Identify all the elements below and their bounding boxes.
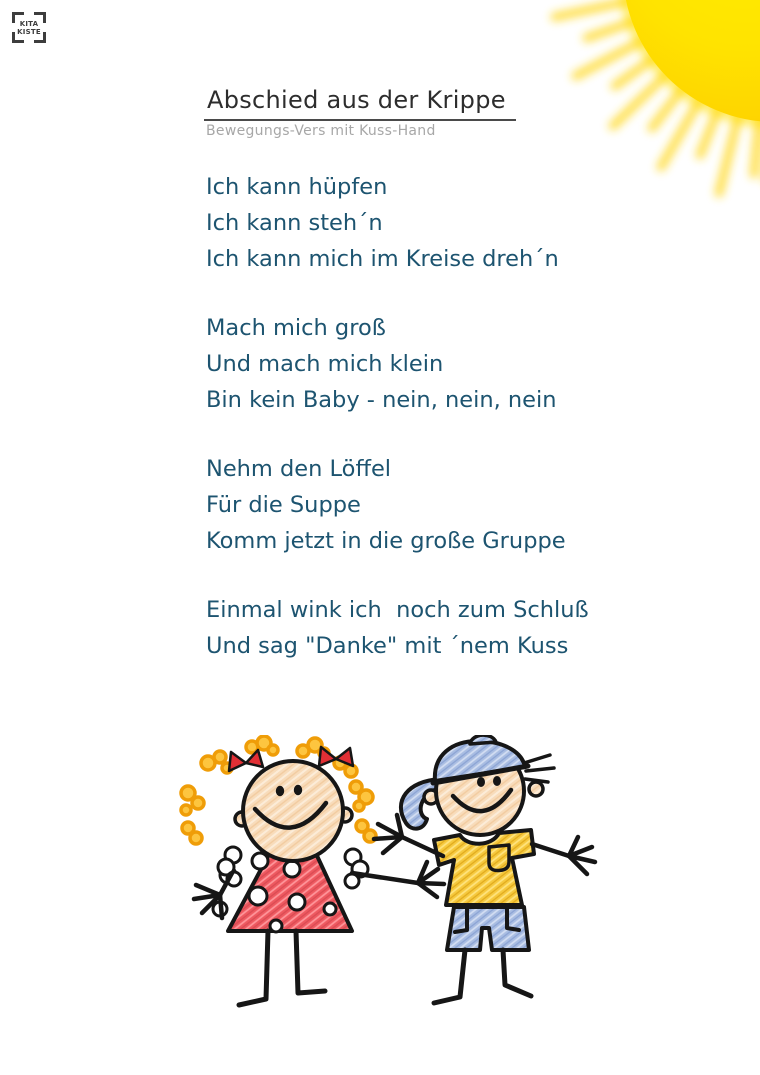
boy-shirt-pocket — [489, 845, 509, 871]
logo-text — [12, 12, 46, 43]
boy-cap-button — [470, 735, 496, 744]
logo-line2: KISTE — [17, 27, 41, 36]
stanza-2 — [206, 310, 589, 418]
poem-text — [206, 169, 589, 697]
poem-line: Und mach mich klein — [206, 351, 444, 377]
poem-line: Für die Suppe — [206, 492, 361, 518]
boy-ear — [529, 782, 543, 796]
boy-hair — [524, 755, 554, 782]
girl-legs — [239, 931, 325, 1005]
poem-line: Ich kann steh´n — [206, 210, 383, 236]
stanza-3 — [206, 451, 589, 559]
boy-figure — [374, 735, 595, 1003]
poem-line: Nehm den Löffel — [206, 456, 392, 482]
poem-line: Bin kein Baby - nein, nein, nein — [206, 387, 557, 413]
boy-legs — [434, 950, 531, 1003]
poem-line: Mach mich groß — [206, 315, 386, 341]
children-illustration — [140, 735, 600, 1065]
poem-line: Ich kann mich im Kreise dreh´n — [206, 246, 559, 272]
page-subtitle: Bewegungs-Vers mit Kuss-Hand — [206, 123, 436, 139]
page-title: Abschied aus der Krippe — [204, 86, 516, 121]
stanza-4 — [206, 592, 589, 664]
kita-kiste-logo — [12, 12, 46, 43]
boy-shirt — [434, 830, 534, 905]
stanza-1 — [206, 169, 589, 277]
poem-line: Einmal wink ich noch zum Schluß — [206, 597, 589, 623]
poem-line: Und sag "Danke" mit ´nem Kuss — [206, 633, 569, 659]
poem-line: Ich kann hüpfen — [206, 174, 388, 200]
logo-line1: KITA — [19, 19, 39, 28]
poem-line: Komm jetzt in die große Gruppe — [206, 528, 566, 554]
girl-figure — [181, 736, 444, 1005]
